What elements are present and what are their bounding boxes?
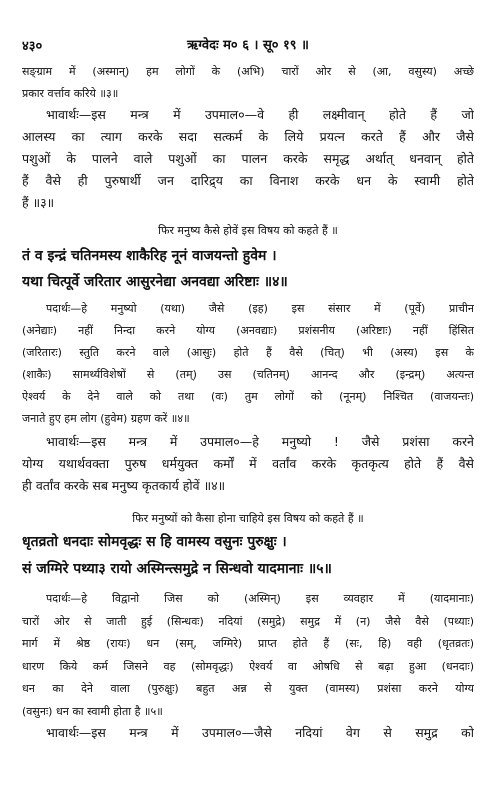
padartha-line: पदार्थः—हे विद्वानो जिस को (अस्मिन्) इस व्यवहार में (यादमानाः) — [46, 592, 474, 605]
bhavartha-line: ही वर्तांव करके सब मनुष्य कृतकार्य होवें ॥४॥ — [22, 478, 226, 493]
running-header: ऋग्वेदः म० ६ । सू० १९ ॥ — [187, 38, 309, 53]
padartha-line: मार्ग में श्रेष्ठ (रायः) धन (सम्, जग्मिरे) प्राप्त होते हैं (सः, हि) वही (धृतव्रतः) — [22, 637, 474, 650]
padartha-line: धन का देने वाला (पुरुक्षुः) बहुत अन्न से युक्त (वामस्य) प्रशंसा करने योग्य — [22, 682, 474, 695]
mantra-line: तं व इन्द्रं चतिनमस्य शाकैरिह नूनं वाजयन्तो हुवेम । — [22, 248, 277, 264]
mantra-line: धृतव्रतो धनदाः सोमवृद्धः स हि वामस्य वसुनः पुरुक्षुः । — [22, 534, 287, 550]
bhavartha-line: हैं वैसे ही पुरुषार्थी जन दारिद्र्य का विनाश करके धन के स्वामी होते — [22, 173, 474, 188]
bhavartha-line: योग्य यथार्थवक्ता पुरुष धर्मयुक्त कर्मों में वर्तांव करके कृतकृत्य होते हैं वैसे — [22, 456, 474, 471]
mantra-line: सं जग्मिरे पथ्या३ रायो अस्मिन्त्समुद्रे न सिन्धवो यादमानाः ॥५॥ — [22, 561, 332, 577]
padartha-line: (जरितारः) स्तुति करने वाले (आसुः) होते हैं वैसे (चित्) भी (अस्य) इस के — [22, 346, 474, 359]
bhavartha-line: पशुओं के पालने वाले पशुओं का पालन करके समृद्ध अर्थात् धनवान् होते — [22, 151, 474, 166]
body-line: प्रकार वर्त्ताव करिये ॥३॥ — [22, 87, 119, 100]
padartha-line: (शाकैः) सामर्थ्यविशेषों से (तम्) उस (चतिनम्) आनन्द और (इन्द्रम्) अत्यन्त — [22, 368, 474, 381]
padartha-line: (वसुनः) धन का स्वामी होता है ॥५॥ — [22, 705, 163, 718]
padartha-line: जनाते हुए हम लोग (हुवेम) ग्रहण करें ॥४॥ — [22, 412, 190, 425]
padartha-line: ऐश्वर्य के देने वाले को तथा (वः) तुम लोगों को (नूनम्) निश्चित (वाजयन्तः) — [22, 390, 474, 403]
padartha-line: चारों ओर से जाती हुई (सिन्धवः) नदियां (समुद्रे) समुद्र में (न) जैसे वैसे (पथ्याः) — [22, 615, 474, 628]
bhavartha-line: भावार्थः—इस मन्त्र में उपमाल०—हे मनुष्यो ! जैसे प्रशंसा करने — [46, 434, 474, 449]
page-number: ४३० — [22, 39, 43, 54]
padartha-line: पदार्थः—हे मनुष्यो (यथा) जैसे (इह) इस संसार में (पूर्वे) प्राचीन — [46, 302, 474, 315]
section-intro: फिर मनुष्य कैसे होवें इस विषय को कहते हैं ॥ — [158, 224, 338, 237]
section-intro: फिर मनुष्यों को कैसा होना चाहिये इस विषय को कहते हैं ॥ — [132, 512, 364, 525]
mantra-line: यथा चित्पूर्वे जरितार आसुरनेद्या अनवद्या अरिष्टाः ॥४॥ — [22, 274, 288, 290]
bhavartha-line: आलस्य का त्याग करके सदा सत्कर्म के लिये प्रयत्न करते हैं और जैसे — [22, 129, 474, 144]
padartha-line: धारण किये कर्म जिसने वह (सोमवृद्धः) ऐश्वर्य वा ओषधि से बढ़ा हुआ (धनदाः) — [22, 660, 474, 673]
padartha-line: (अनेद्याः) नहीं निन्दा करने योग्य (अनवद्याः) प्रशंसनीय (अरिष्टाः) नहीं हिंसित — [22, 324, 474, 337]
bhavartha-line: हैं ॥३॥ — [22, 195, 55, 210]
bhavartha-line: भावार्थः—इस मन्त्र में उपमाल०—जैसे नदियां वेग से समुद्र को — [46, 725, 474, 740]
bhavartha-line: भावार्थः—इस मन्त्र में उपमाल०—वे ही लक्ष्मीवान् होते हैं जो — [46, 107, 474, 122]
body-line: सङ्ग्राम में (अस्मान्) हम लोगों के (अभि) चारों ओर से (आ, वसुस्य) अच्छे — [22, 65, 474, 78]
